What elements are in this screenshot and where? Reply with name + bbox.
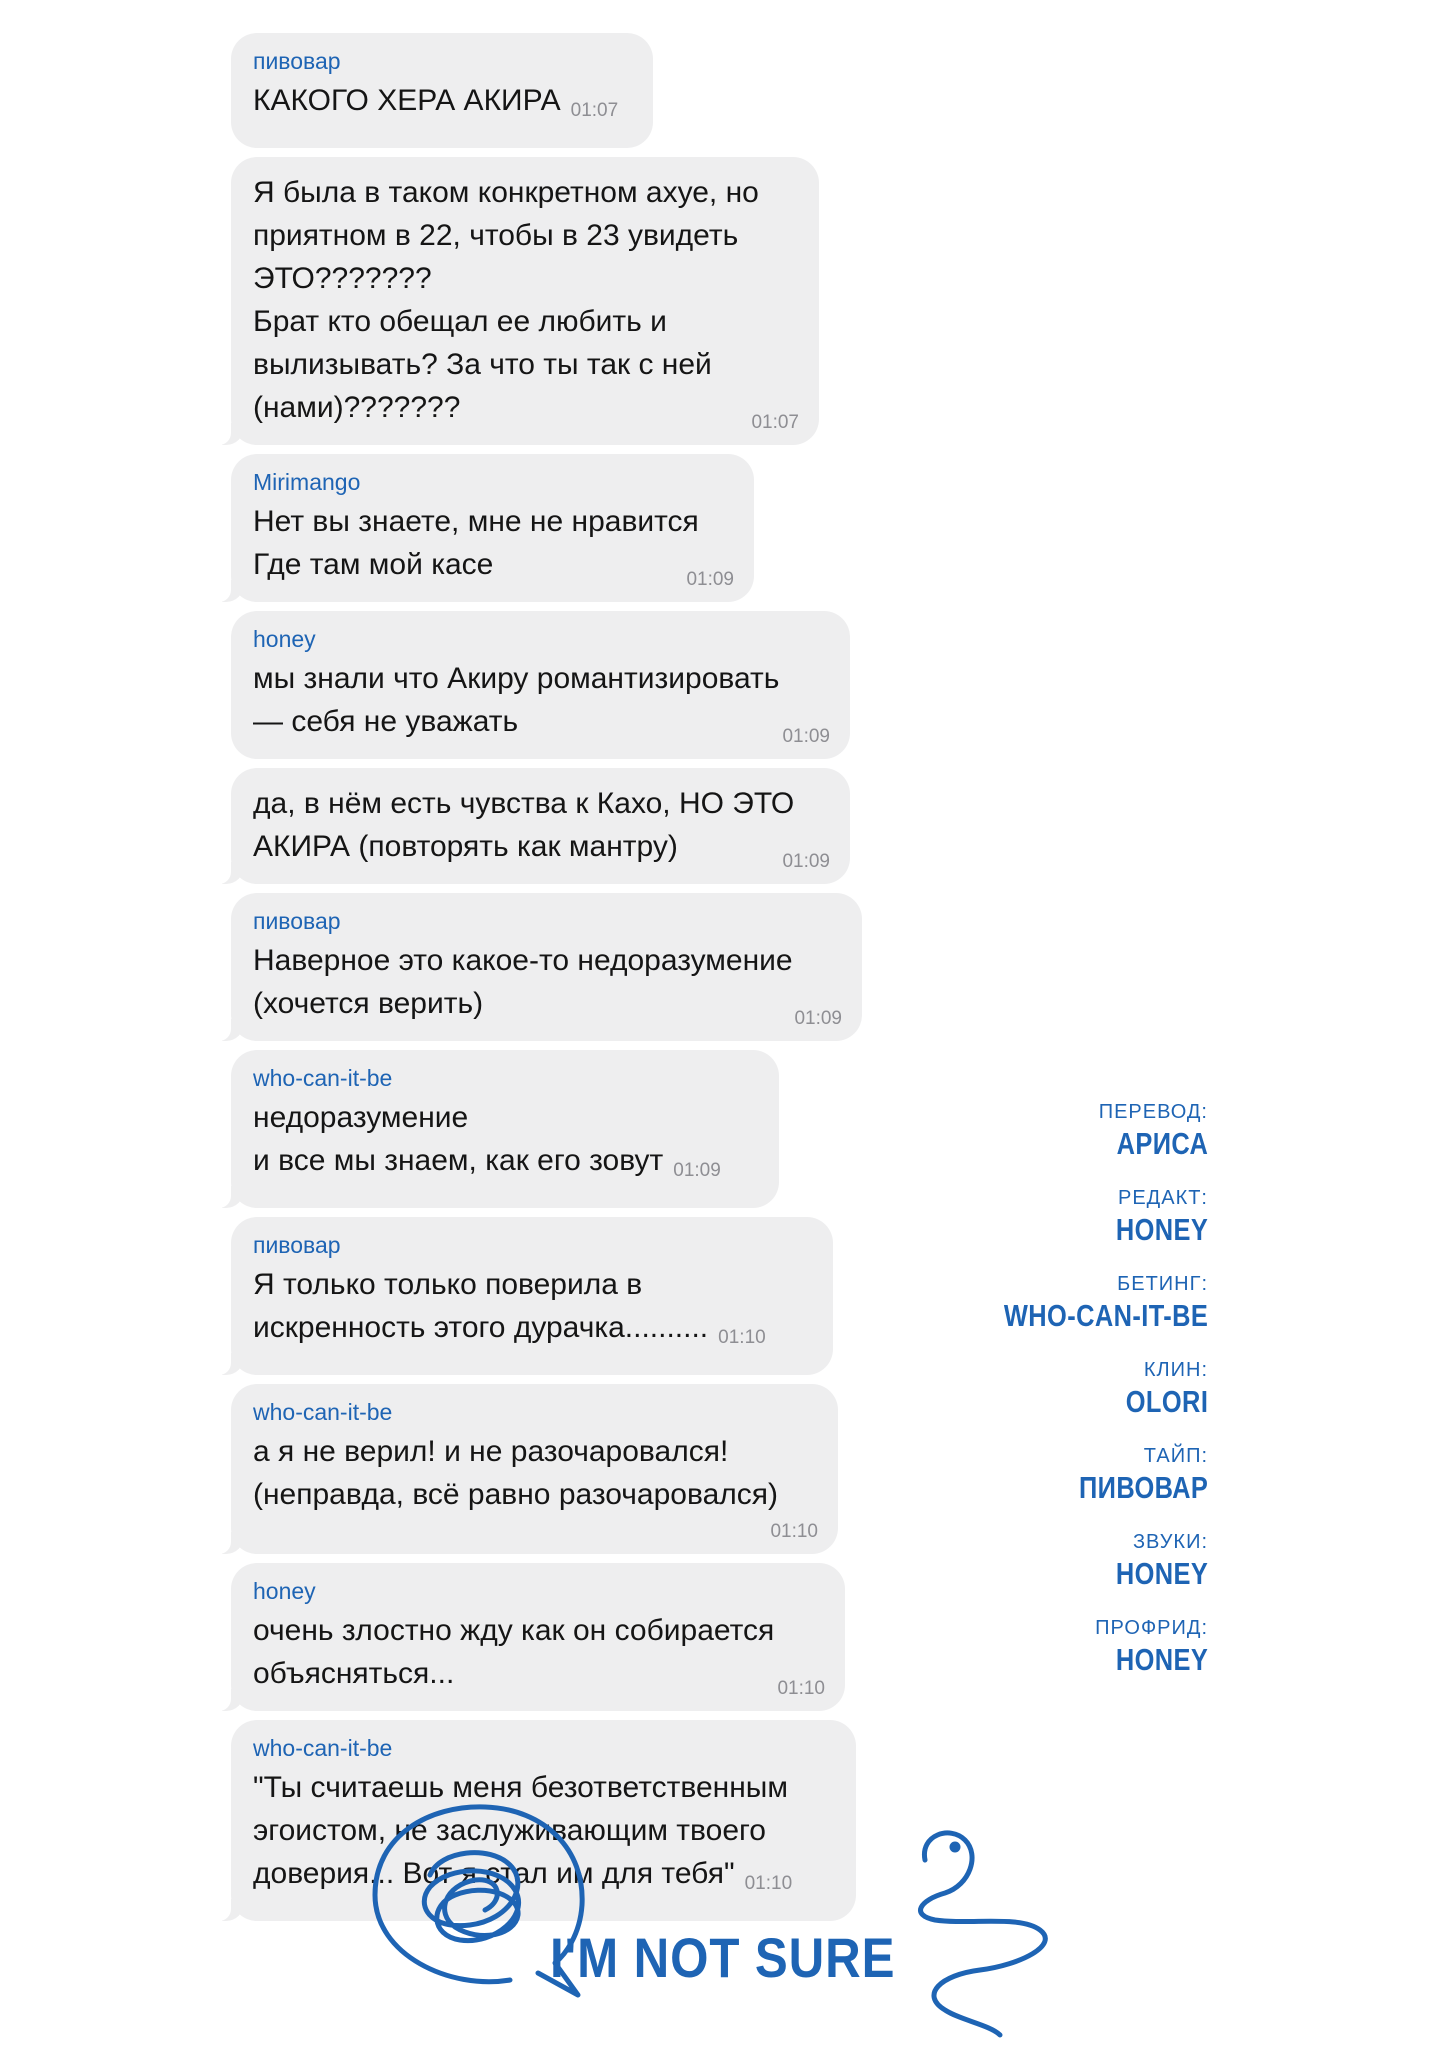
message-sender[interactable]: honey bbox=[253, 1578, 316, 1604]
message-line: (нами)??????? bbox=[253, 391, 461, 424]
credit-role: ПРОФРИД: bbox=[1095, 1617, 1208, 1639]
message-timestamp: 01:09 bbox=[686, 569, 734, 590]
message-timestamp: 01:10 bbox=[744, 1873, 793, 1894]
credit-role: РЕДАКТ: bbox=[1118, 1187, 1208, 1209]
message-sender[interactable]: Mirimango bbox=[253, 469, 361, 495]
credit-name: OLORI bbox=[1125, 1384, 1208, 1419]
message-line: Наверное это какое-то недоразумение bbox=[253, 944, 793, 977]
credit-role: БЕТИНГ: bbox=[1117, 1273, 1208, 1295]
message-sender[interactable]: пивовар bbox=[253, 48, 341, 74]
message-sender[interactable]: пивовар bbox=[253, 1232, 341, 1258]
message-line: доверия... Вот я стал им для тебя" bbox=[253, 1857, 735, 1890]
message-bubble[interactable] bbox=[231, 33, 653, 148]
message-text bbox=[253, 171, 797, 429]
credit-name: АРИСА bbox=[1116, 1126, 1208, 1161]
message-timestamp: 01:10 bbox=[770, 1521, 818, 1542]
message-timestamp: 01:09 bbox=[794, 1008, 842, 1029]
message-timestamp: 01:07 bbox=[570, 100, 619, 121]
message-bubble[interactable] bbox=[231, 454, 754, 602]
message-bubble[interactable] bbox=[231, 1384, 838, 1554]
message-line: Где там мой касе bbox=[253, 548, 494, 581]
message-line: Нет вы знаете, мне не нравится bbox=[253, 505, 699, 538]
message-bubble[interactable] bbox=[231, 1050, 779, 1208]
credit-entry bbox=[959, 1100, 1208, 1164]
message-text bbox=[253, 939, 840, 1025]
credit-name: HONEY bbox=[1115, 1212, 1208, 1247]
logo-graphic bbox=[360, 1795, 1060, 2045]
message-timestamp: 01:09 bbox=[782, 726, 830, 747]
message-line: — себя не уважать bbox=[253, 705, 519, 738]
credit-entry bbox=[959, 1616, 1208, 1680]
message-bubble[interactable] bbox=[231, 157, 819, 445]
message-text bbox=[253, 1430, 816, 1516]
message-bubble[interactable] bbox=[231, 1563, 845, 1711]
message-line: Брат кто обещал ее любить и bbox=[253, 305, 667, 338]
message-bubble[interactable] bbox=[231, 1217, 833, 1375]
message-sender[interactable]: honey bbox=[253, 626, 316, 652]
message-line: эгоистом, не заслуживающим твоего bbox=[253, 1814, 766, 1847]
credit-name: ПИВОВАР bbox=[1078, 1470, 1208, 1505]
message-text bbox=[253, 500, 732, 586]
message-line: объясняться... bbox=[253, 1657, 455, 1690]
message-line: КАКОГО ХЕРА АКИРА bbox=[253, 84, 561, 117]
message-line: искренность этого дурачка.......... bbox=[253, 1311, 709, 1344]
message-text bbox=[253, 657, 828, 743]
message-timestamp: 01:07 bbox=[751, 412, 799, 433]
credit-name: HONEY bbox=[1115, 1556, 1208, 1591]
message-line: АКИРА (повторять как мантру) bbox=[253, 830, 678, 863]
logo-text: I'M NOT SURE bbox=[550, 1926, 896, 1989]
message-line: (неправда, всё равно разочаровался) bbox=[253, 1478, 779, 1511]
credit-role: КЛИН: bbox=[1143, 1359, 1208, 1381]
message-bubble[interactable] bbox=[231, 768, 850, 884]
message-bubble[interactable] bbox=[231, 611, 850, 759]
message-text bbox=[253, 1263, 811, 1359]
message-line: очень злостно жду как он собирается bbox=[253, 1614, 775, 1647]
credit-role: ЗВУКИ: bbox=[1132, 1531, 1208, 1553]
message-timestamp: 01:09 bbox=[673, 1160, 721, 1181]
message-sender[interactable]: who-can-it-be bbox=[253, 1065, 393, 1091]
credit-name: WHO-CAN-IT-BE bbox=[1003, 1298, 1208, 1333]
credit-entry bbox=[959, 1530, 1208, 1594]
message-line: "Ты считаешь меня безответственным bbox=[253, 1771, 788, 1804]
message-text bbox=[253, 79, 631, 132]
chat-log bbox=[227, 33, 877, 1930]
snake-doodle-icon bbox=[921, 1833, 1046, 2035]
message-text bbox=[253, 782, 828, 868]
credit-role: ПЕРЕВОД: bbox=[1098, 1101, 1208, 1123]
message-sender[interactable]: пивовар bbox=[253, 908, 341, 934]
message-sender[interactable]: who-can-it-be bbox=[253, 1735, 393, 1761]
credit-role: ТАЙП: bbox=[1143, 1445, 1208, 1467]
message-line: недоразумение bbox=[253, 1101, 469, 1134]
message-timestamp: 01:10 bbox=[718, 1327, 766, 1348]
message-line: Я только только поверила в bbox=[253, 1268, 643, 1301]
message-timestamp: 01:09 bbox=[782, 851, 830, 872]
credit-name: HONEY bbox=[1115, 1642, 1208, 1677]
credit-entry bbox=[959, 1186, 1208, 1250]
message-line: да, в нём есть чувства к Кахо, НО ЭТО bbox=[253, 787, 795, 820]
message-line: Я была в таком конкретном ахуе, но bbox=[253, 176, 759, 209]
message-bubble[interactable] bbox=[231, 893, 862, 1041]
message-text bbox=[253, 1609, 823, 1695]
message-line: ЭТО??????? bbox=[253, 262, 432, 295]
message-timestamp: 01:10 bbox=[777, 1678, 825, 1699]
credit-entry bbox=[959, 1444, 1208, 1508]
credit-entry bbox=[959, 1272, 1208, 1336]
message-line: вылизывать? За что ты так с ней bbox=[253, 348, 712, 381]
message-line: (хочется верить) bbox=[253, 987, 484, 1020]
message-sender[interactable]: who-can-it-be bbox=[253, 1399, 393, 1425]
credits-panel bbox=[959, 1100, 1208, 1702]
message-line: мы знали что Акиру романтизировать bbox=[253, 662, 780, 695]
message-text bbox=[253, 1096, 757, 1192]
message-line: и все мы знаем, как его зовут bbox=[253, 1144, 664, 1177]
message-line: а я не верил! и не разочаровался! bbox=[253, 1435, 729, 1468]
credit-entry bbox=[959, 1358, 1208, 1422]
message-line: приятном в 22, чтобы в 23 увидеть bbox=[253, 219, 739, 252]
